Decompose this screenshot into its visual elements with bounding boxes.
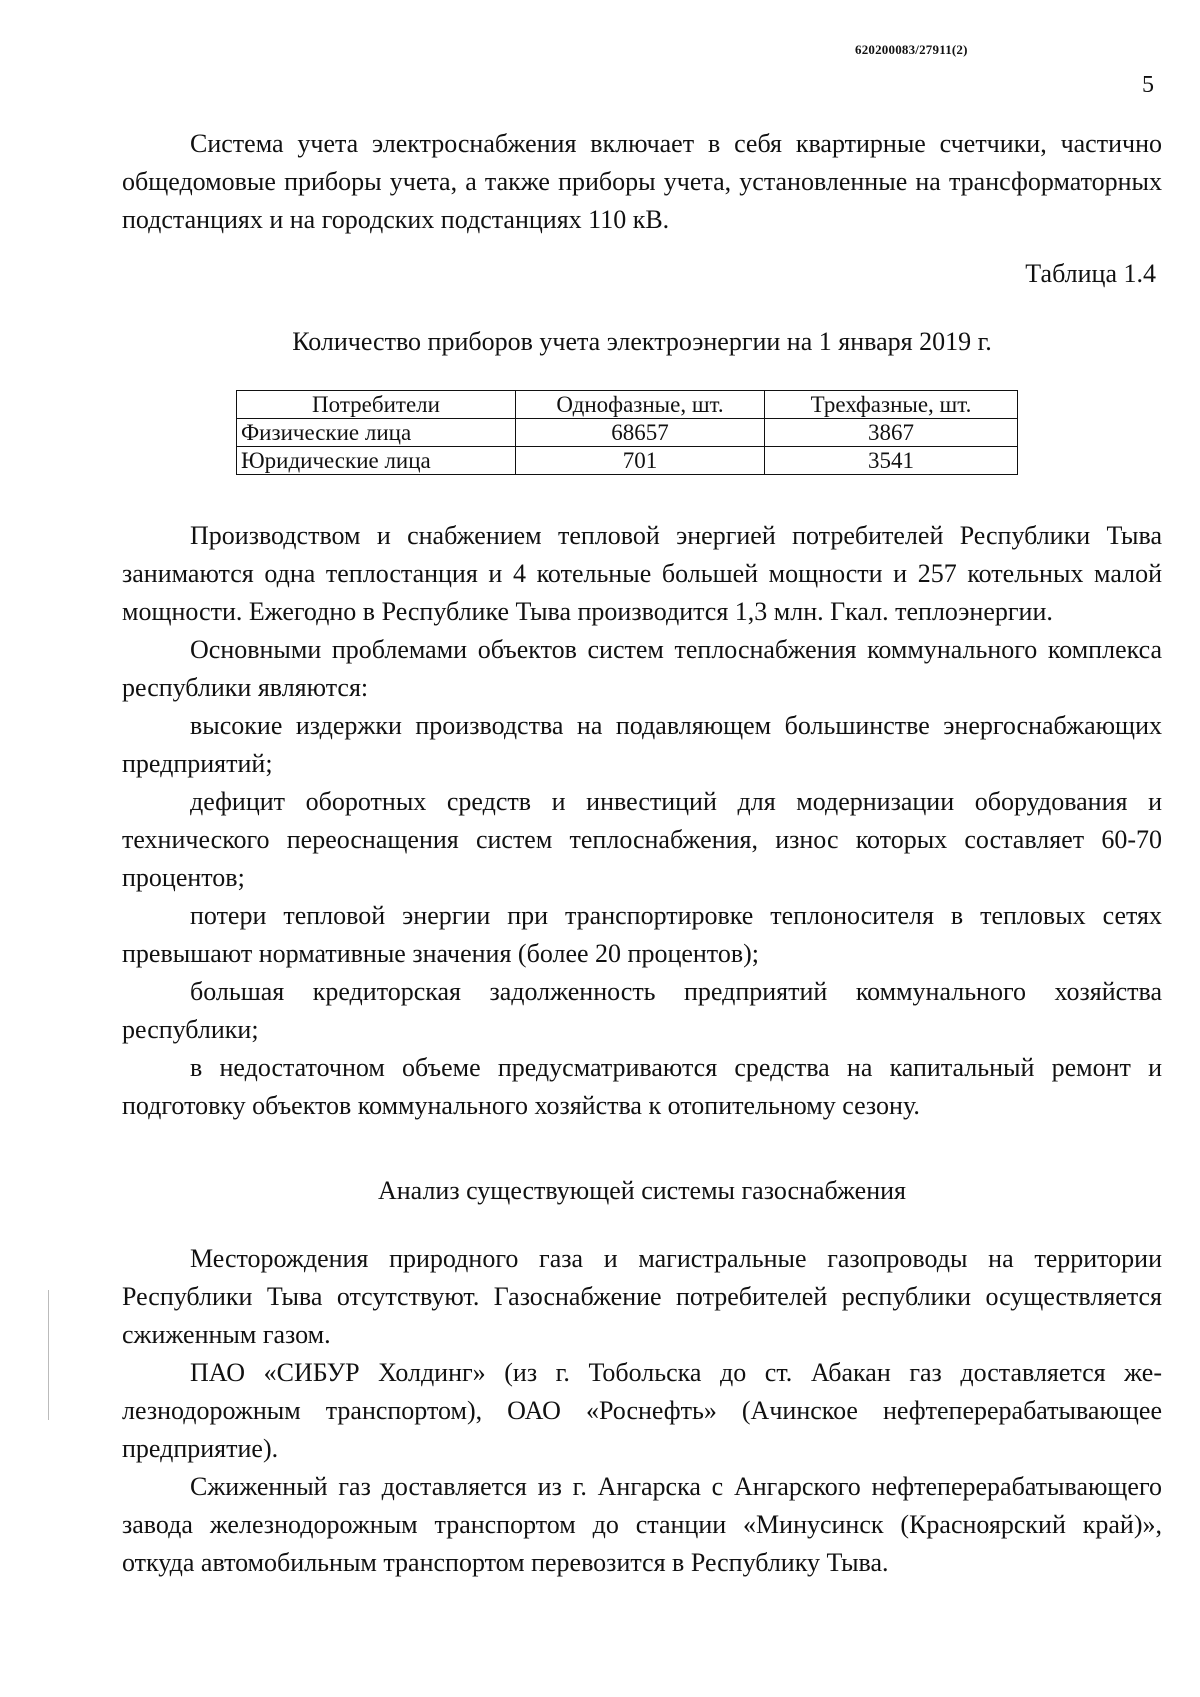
gas-supply-section [122, 1240, 1162, 1582]
paragraph: Сжиженный газ доставляется из г. Ангарска с Ангарского нефтеперерабатывающего завода железнодорожным транспортом до станции «Минусинск (Красноярский край)», откуда автомобильным транспортом перевозится в Республику Тыва. [122, 1472, 1162, 1577]
table-title: Количество приборов учета электроэнергии на 1 января 2019 г. [292, 327, 992, 356]
table-row [237, 447, 1018, 475]
list-item: потери тепловой энергии при транспортировке теплоносителя в тепловых сетях превышают нормативные значения (более 20 процентов); [122, 901, 1162, 968]
document-id: 620200083/27911(2) [855, 42, 968, 57]
heat-supply-section [122, 517, 1162, 1125]
paragraph: Основными проблемами объектов систем теплоснабжения коммунального комплекса республики являются: [122, 635, 1162, 702]
list-item: в недостаточном объеме предусматриваются средства на капитальный ремонт и подготовку объектов коммунального хозяйства к отопительному сезону. [122, 1053, 1162, 1120]
paragraph: Месторождения природного газа и магистральные газопроводы на территории Республики Тыва отсутствуют. Газоснабжение потребителей республики осуществляется сжиженным газом. [122, 1244, 1162, 1349]
table-header-row [237, 391, 1018, 419]
scan-margin-line [48, 1290, 49, 1420]
section-heading: Анализ существующей системы газоснабжения [377, 1176, 907, 1205]
list-item: дефицит оборотных средств и инвестиций для модернизации оборудования и технического переоснащения систем теплоснабжения, износ которых составляет 60-70 процентов; [122, 787, 1162, 892]
table-cell: 3867 [765, 419, 1018, 447]
table-cell: Физические лица [237, 419, 516, 447]
paragraph: Система учета электроснабжения включает в себя квартирные счетчики, частично общедомовые приборы учета, а также приборы учета, установленные на трансформаторных подстанциях и на городских подстанциях 110 кВ. [122, 129, 1162, 234]
table-cell: 3541 [765, 447, 1018, 475]
column-header: Однофазные, шт. [516, 391, 765, 419]
table-cell: 68657 [516, 419, 765, 447]
page-number: 5 [1142, 72, 1154, 98]
column-header: Трехфазные, шт. [765, 391, 1018, 419]
paragraph: Производством и снабжением тепловой энергией потребителей Республики Тыва занимаются одна теплостанция и 4 котельные большей мощности и 257 котельных малой мощности. Ежегодно в Республике Тыва производится 1,3 млн. Гкал. теплоэнергии. [122, 521, 1162, 626]
meters-table [236, 390, 1018, 475]
paragraph: ПАО «СИБУР Холдинг» (из г. Тобольска до ст. Абакан газ доставляется железнодорожным транспортом), ОАО «Роснефть» (Ачинское нефтеперерабатывающее предприятие). [122, 1358, 1162, 1463]
intro-section [122, 125, 1162, 239]
table-row [237, 419, 1018, 447]
table-number: Таблица 1.4 [1025, 259, 1156, 288]
table-cell: Юридические лица [237, 447, 516, 475]
table-cell: 701 [516, 447, 765, 475]
column-header: Потребители [237, 391, 516, 419]
list-item: большая кредиторская задолженность предприятий коммунального хозяйства республики; [122, 977, 1162, 1044]
list-item: высокие издержки производства на подавляющем большинстве энергоснабжающих предприятий; [122, 711, 1162, 778]
